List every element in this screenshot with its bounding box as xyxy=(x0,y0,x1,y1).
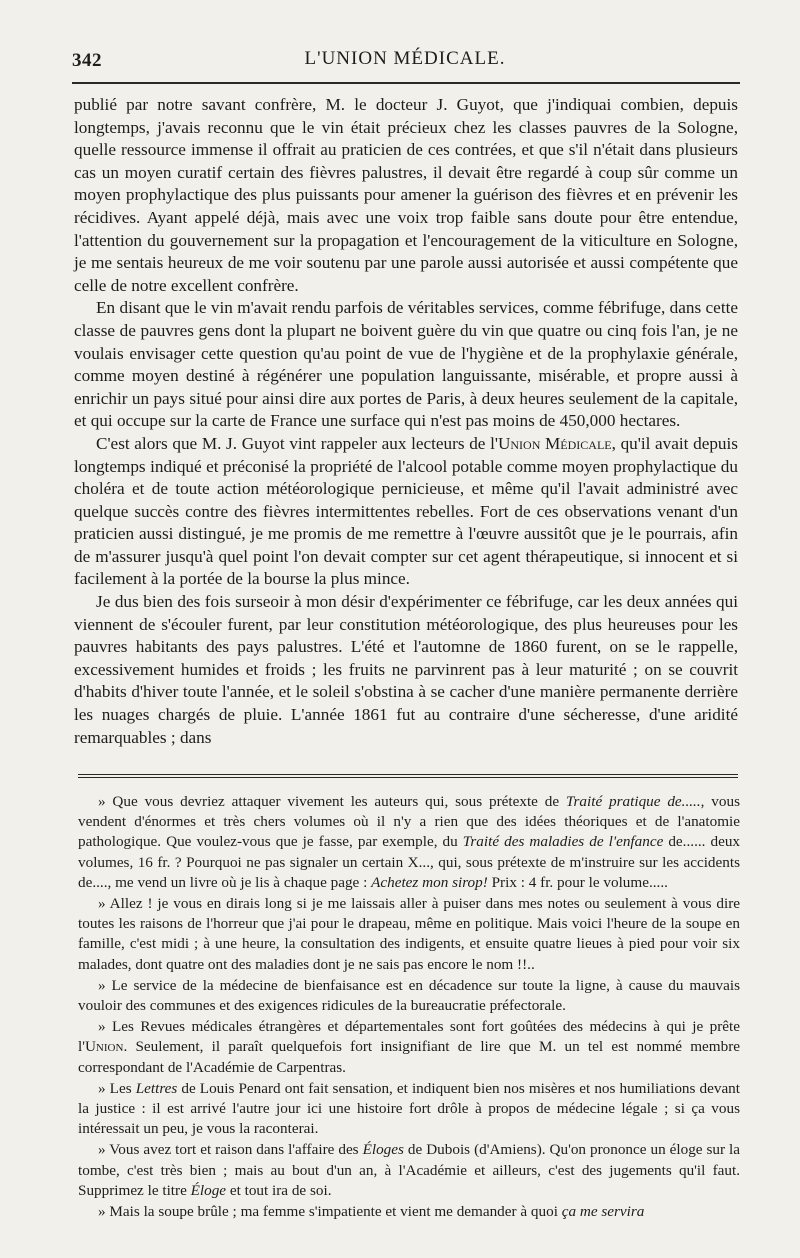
note-4-text-a: » Les Revues médicales étrangères et départementales sont fort goûtées des médecins à qui je prête l' xyxy=(78,1018,740,1056)
note-5 xyxy=(78,1079,740,1140)
note-5-text-a: » Les xyxy=(98,1079,136,1097)
note-1 xyxy=(78,792,740,893)
note-4-text-b: . Seulement, il paraît quelquefois fort insignifiant de lire que M. un tel est nommé membre correspondant de l'Académie de Carpentras. xyxy=(78,1038,740,1076)
paragraph-1: publié par notre savant confrère, M. le docteur J. Guyot, que j'indiquai combien, depuis longtemps, j'avais reconnu que le vin était précieux chez les classes pauvres de la Sologne, quelle ressource immense il offrait au praticien de ces contrées, et que s'il n'était dans plusieurs cas un moyen curatif certain des fièvres palustres, il devait être regardé à coup sûr comme un moyen prophylactique des plus puissants pour amener la guérison des fièvres et en prévenir les récidives. Ayant appelé déjà, mais avec une voix trop faible sans doute pour être entendue, l'attention du gouvernement sur la propagation et l'encouragement de la viticulture en Sologne, je me sentais heureux de me voir soutenu par une parole aussi autorisée et aussi compétente que celle de notre excellent confrère. xyxy=(74,95,738,295)
note-1-text-c: de...... deux volumes, 16 fr. ? Pourquoi ne pas signaler un certain X..., qui, sous prétexte de m'instruire sur les accidents de...., me vend un livre où je lis à chaque page : xyxy=(78,833,741,891)
note-7-text-a: » Mais la soupe brûle ; ma femme s'impatiente et vient me demander à quoi xyxy=(98,1203,562,1221)
page-header xyxy=(72,48,738,74)
note-1-italic-c: Achetez mon sirop! xyxy=(371,873,488,891)
note-6-italic-b: Éloge xyxy=(190,1181,227,1199)
note-3: » Le service de la médecine de bienfaisance est en décadence sur toute la ligne, à cause du mauvais vouloir des communes et des exigences ridicules de la bureaucratie préfectorale. xyxy=(78,976,740,1015)
note-1-text-b: , vous vendent d'énormes et très chers volumes où il n'y a rien que des idées théoriques et de l'anatomie pathologique. Que voulez-vous que je fasse, par exemple, du xyxy=(78,793,740,851)
paragraph-3-text-b: , qu'il avait depuis longtemps indiqué et préconisé la propriété de l'alcool potable comme moyen prophylactique du choléra et de toute action météorologique pernicieuse, et même qu'il l'avait administré avec quelque succès contre des fièvres intermittentes rebelles. Fort de ces observations venant d'un praticien aussi distingué, je me promis de me remettre à l'œuvre aussitôt que je le pourrais, afin de m'assurer jusqu'à quel point l'on devait compter sur cet agent thérapeutique, si innocent et si facilement à la portée de la bourse la plus mince. xyxy=(74,433,738,589)
main-text xyxy=(74,94,738,749)
note-1-italic-a: Traité pratique de..... xyxy=(565,793,701,810)
paragraph-3 xyxy=(74,433,738,591)
note-6-text-a: » Vous avez tort et raison dans l'affaire des xyxy=(98,1141,363,1159)
note-7 xyxy=(78,1202,740,1222)
note-1-text-a: » Que vous devriez attaquer vivement les auteurs qui, sous prétexte de xyxy=(98,793,566,810)
header-rule xyxy=(72,82,740,84)
note-1-text-d: Prix : 4 fr. pour le volume..... xyxy=(487,873,668,891)
footnote-block xyxy=(78,792,740,1223)
note-7-italic: ça me servira xyxy=(561,1203,645,1221)
note-5-italic: Lettres xyxy=(135,1079,178,1097)
note-4-smallcaps: Union xyxy=(84,1038,124,1056)
journal-name-smallcaps: Union Médicale xyxy=(497,433,612,453)
note-2: » Allez ! je vous en dirais long si je me laissais aller à puiser dans mes notes ou seulement à vous dire toutes les raisons de l'horreur que j'ai pour le drapeau, même en politique. Mais voici l'heure de la soupe en famille, c'est midi ; à une heure, la consultation des indigents, et ensuite quatre lieues à pied pour voir six malades, dont quatre ont des maladies dont je ne sais pas encore le nom !!.. xyxy=(78,895,740,973)
footnote-rule xyxy=(78,774,738,780)
note-5-text-b: de Louis Penard ont fait sensation, et indiquent bien nos misères et nos humiliations devant la justice : il est arrivé l'autre jour ici une histoire fort drôle à propos de médecine légale ; si ça vous intéressait un peu, je vous la raconterai. xyxy=(78,1079,740,1138)
note-6-italic-a: Éloges xyxy=(362,1141,404,1159)
note-6-text-b: de Dubois (d'Amiens). Qu'on prononce un éloge sur la tombe, c'est très bien ; mais au bout d'un an, à l'Académie et ailleurs, c'est des jugements qu'il faut. Supprimez le titre xyxy=(78,1141,740,1199)
note-6-text-c: et tout ira de soi. xyxy=(226,1181,332,1199)
page-number: 342 xyxy=(72,50,102,71)
note-1-italic-b: Traité des maladies de l'enfance xyxy=(462,833,664,851)
running-title: L'UNION MÉDICALE. xyxy=(304,48,506,69)
note-4 xyxy=(78,1017,740,1078)
paragraph-4: Je dus bien des fois surseoir à mon désir d'expérimenter ce fébrifuge, car les deux années qui viennent de s'écouler furent, par leur constitution météorologique, des plus heureuses pour les pauvres habitants des pays palustres. L'été et l'automne de 1860 furent, on se le rappelle, excessivement humides et froids ; les fruits ne parvinrent pas à leur maturité ; on se couvrit d'habits d'hiver toute l'année, et le soleil s'obstina à se cacher d'une manière permanente derrière les nuages chargés de pluie. L'année 1861 fut au contraire d'une sécheresse, d'une aridité remarquables ; dans xyxy=(74,592,738,747)
paragraph-3-text-a: C'est alors que M. J. Guyot vint rappeler aux lecteurs de l' xyxy=(96,433,498,453)
note-6 xyxy=(78,1140,740,1201)
paragraph-2: En disant que le vin m'avait rendu parfois de véritables services, comme fébrifuge, dans cette classe de pauvres gens dont la plupart ne boivent guère du vin que quatre ou cinq fois l'an, je ne voulais envisager cette question qu'au point de vue de l'hygiène et de la prophylaxie générale, comme moyen destiné à régénérer une population languissante, misérable, et propre aussi à enrichir un pays situé pour ainsi dire aux portes de Paris, à deux heures seulement de la capitale, et qui occupe sur la carte de France une surface qui n'est pas moins de 450,000 hectares. xyxy=(74,298,738,431)
